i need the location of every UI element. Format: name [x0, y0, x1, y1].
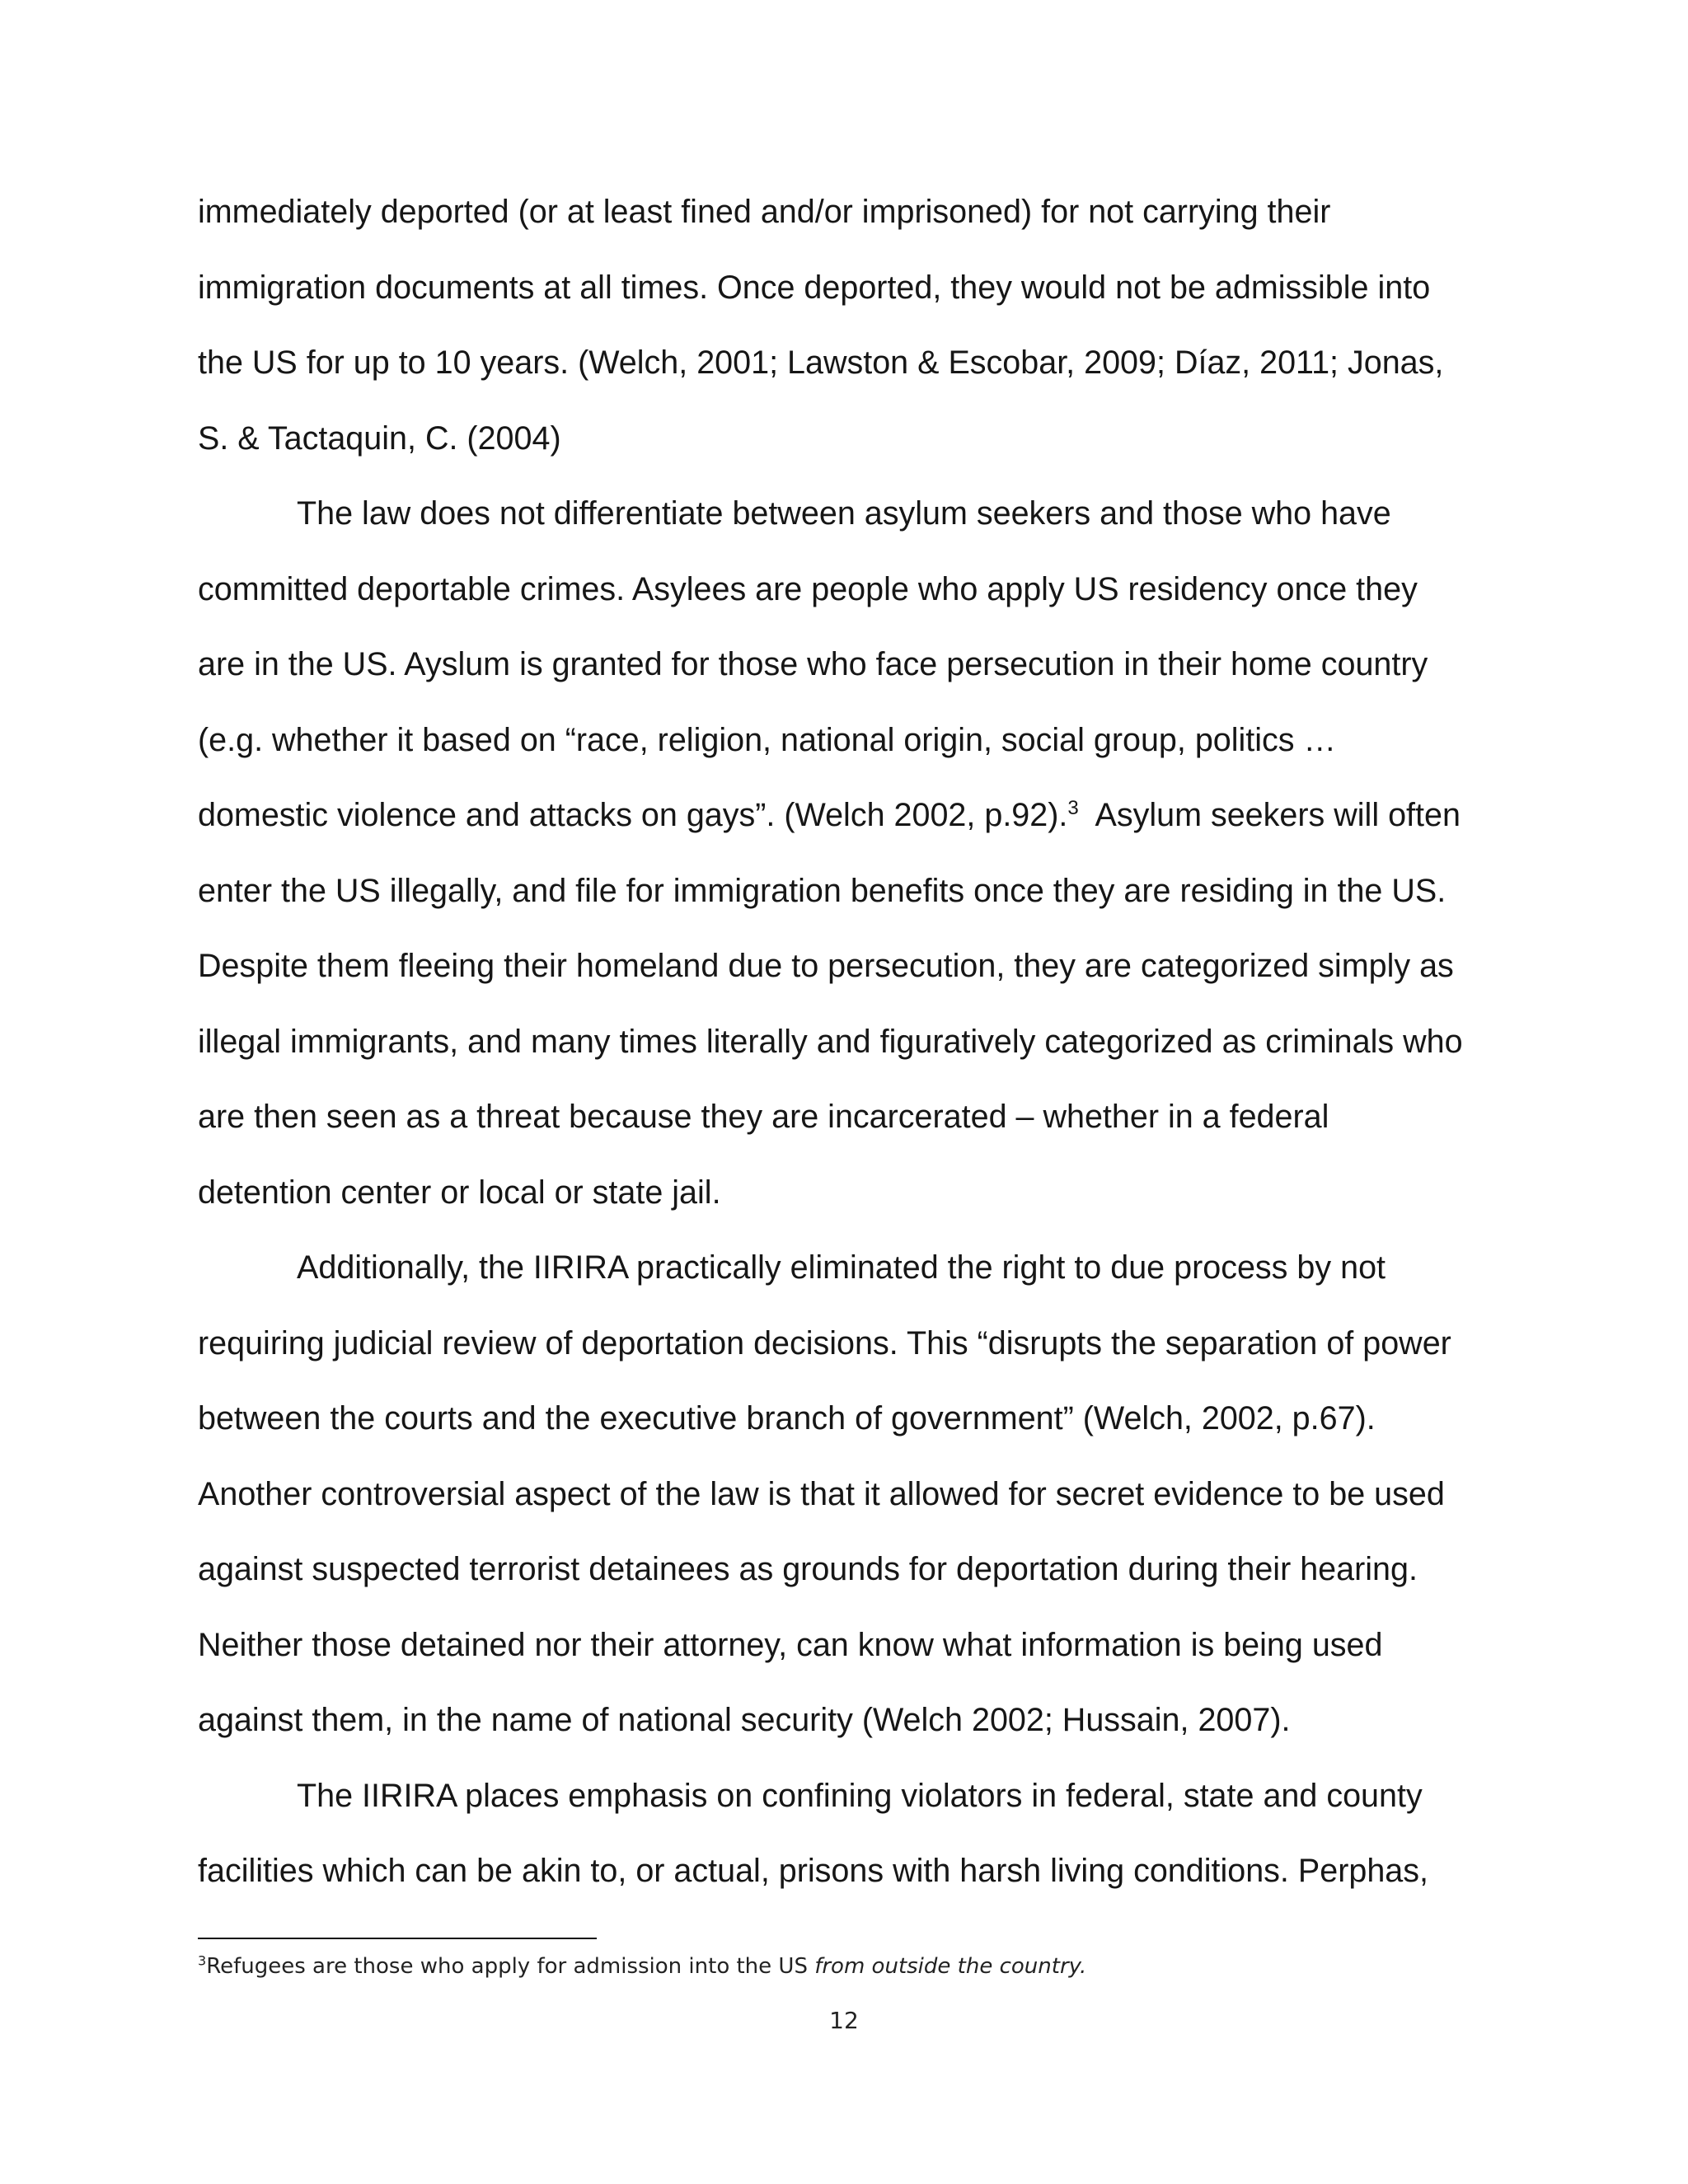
text-line: are then seen as a threat because they are incarcerated – whether in a federal: [198, 1099, 1329, 1135]
footnote-text: Refugees are those who apply for admission into the US: [206, 1954, 815, 1979]
footnote: [198, 1950, 1086, 1983]
text-line: the US for up to 10 years. (Welch, 2001; Lawston & Escobar, 2009; Díaz, 2011; Jonas,: [198, 344, 1444, 381]
text-line: illegal immigrants, and many times literally and figuratively categorized as criminals who: [198, 1023, 1463, 1060]
text-line: between the courts and the executive branch of government” (Welch, 2002, p.67).: [198, 1400, 1376, 1436]
text-line: requiring judicial review of deportation decisions. This “disrupts the separation of power: [198, 1324, 1451, 1361]
text-line: Despite them fleeing their homeland due to persecution, they are categorized simply as: [198, 948, 1454, 984]
paragraph-first-line: The IIRIRA places emphasis on confining violators in federal, state and county: [297, 1777, 1423, 1814]
paragraph-first-line: The law does not differentiate between asylum seekers and those who have: [297, 495, 1391, 532]
text-line: committed deportable crimes. Asylees are people who apply US residency once they: [198, 570, 1418, 607]
text-segment: domestic violence and attacks on gays”. (Welch 2002, p.92).: [198, 797, 1068, 833]
text-line: enter the US illegally, and file for immigration benefits once they are residing in the US.: [198, 872, 1447, 909]
text-line-with-footnote-ref: [198, 794, 1461, 836]
footnote-marker: 3: [198, 1952, 207, 1969]
text-line: facilities which can be akin to, or actual, prisons with harsh living conditions. Perphas,: [198, 1853, 1428, 1889]
footnote-reference[interactable]: 3: [1067, 796, 1079, 819]
footnote-italic-text: from outside the country.: [814, 1954, 1087, 1979]
text-line: Neither those detained nor their attorney, can know what information is being used: [198, 1626, 1383, 1663]
text-line: (e.g. whether it based on “race, religion, national origin, social group, politics …: [198, 721, 1337, 758]
text-segment: Asylum seekers will often: [1078, 797, 1461, 833]
footnote-separator: [198, 1938, 597, 1939]
text-line: detention center or local or state jail.: [198, 1174, 721, 1211]
text-line: Another controversial aspect of the law is that it allowed for secret evidence to be used: [198, 1475, 1445, 1512]
text-line: immigration documents at all times. Once deported, they would not be admissible into: [198, 269, 1431, 306]
text-line: against them, in the name of national security (Welch 2002; Hussain, 2007).: [198, 1702, 1291, 1738]
text-line: are in the US. Ayslum is granted for those who face persecution in their home country: [198, 646, 1428, 682]
text-line: immediately deported (or at least fined and/or imprisoned) for not carrying their: [198, 194, 1331, 230]
page-number: 12: [829, 2007, 859, 2034]
text-line: against suspected terrorist detainees as grounds for deportation during their hearing.: [198, 1551, 1418, 1587]
text-line: S. & Tactaquin, C. (2004): [198, 419, 561, 457]
paragraph-first-line: Additionally, the IIRIRA practically eliminated the right to due process by not: [297, 1249, 1386, 1286]
